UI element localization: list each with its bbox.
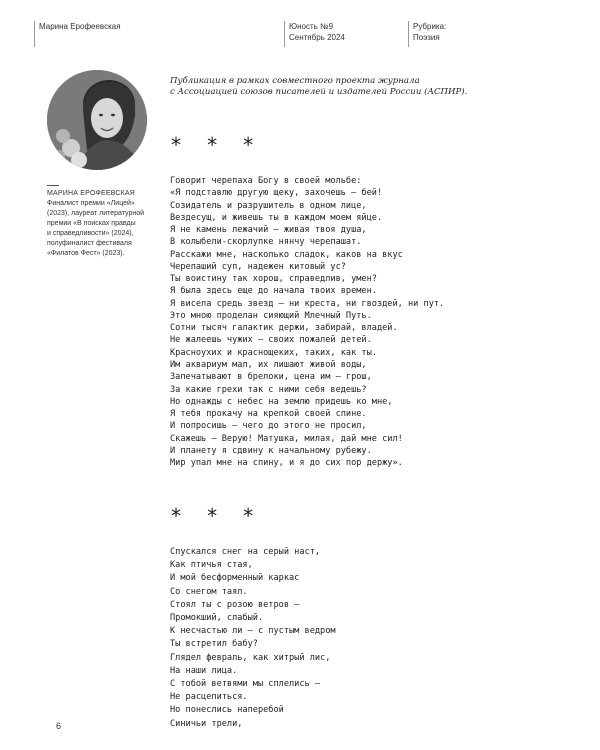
poem-line: Я висела средь звезд – ни креста, ни гвоздей, ни пут.: [170, 298, 445, 309]
poem-line: Со снегом таял.: [170, 586, 248, 597]
poem-line: И планету я сдвину к начальному рубежу.: [170, 445, 372, 456]
poem-line: В колыбели-скорлупке нянчу черепашат.: [170, 237, 362, 248]
header-issue-date: Сентябрь 2024: [289, 33, 345, 42]
bio-line: полуфиналист фестиваля: [47, 240, 132, 247]
header-author-name: Марина Ерофеевская: [39, 22, 121, 31]
poem-line: И мой бесформенный каркас: [170, 573, 300, 584]
bio-line: и справедливости» (2024),: [47, 230, 134, 237]
poem-turtle: [170, 175, 444, 469]
poem-line: Но однажды с небес на землю придешь ко мне,: [170, 396, 393, 407]
poem-line: Мир упал мне на спину, и я до сих пор держу».: [170, 458, 403, 469]
poem-snow: [170, 546, 336, 731]
section-separator: * * *: [170, 133, 261, 157]
poem-line: Созидатель и разрушитель в одном лице,: [170, 200, 367, 211]
poem-line: Промокший, слабый.: [170, 613, 264, 624]
bio-line: (2023), лауреат литературной: [47, 210, 145, 217]
header-issue-number: Юность №9: [289, 22, 334, 31]
poem-line: Как птичья стая,: [170, 560, 253, 571]
poem-line: Вездесущ, и живешь ты в каждом моем яйце.: [170, 212, 383, 223]
header-issue: [284, 21, 345, 43]
poem-line: Ты встретил бабу?: [170, 639, 258, 650]
bio-line: Финалист премии «Лицей»: [47, 200, 135, 207]
header-divider: [408, 21, 409, 47]
poem-line: «Я подставлю другую щеку, захочешь – бей!: [170, 188, 383, 199]
poem-line: Спускался снег на серый наст,: [170, 547, 321, 557]
bio-rule: [47, 185, 59, 186]
header-divider: [284, 21, 285, 47]
publication-note-line: с Ассоциацией союзов писателей и издателей России (АСПИР).: [170, 87, 468, 97]
poem-line: Глядел февраль, как хитрый лис,: [170, 652, 331, 663]
poem-line: Синичьи трели,: [170, 718, 243, 729]
poem-line: Я тебя прокачу на крепкой своей спине.: [170, 409, 367, 420]
header-divider: [34, 21, 35, 47]
poem-line: Не расцепиться.: [170, 692, 248, 703]
poem-line: За какие грехи так с ними себя ведешь?: [170, 384, 367, 395]
author-portrait: [47, 70, 147, 170]
author-bio: [47, 185, 165, 259]
publication-note: [170, 76, 500, 98]
poem-line: Ты воистину так хорош, справедлив, умен?: [170, 274, 377, 285]
poem-line: Я не камень лежачий – живая твоя душа,: [170, 225, 367, 236]
header-author: [34, 21, 121, 32]
poem-line: Не жалеешь чужих – своих пожалей детей.: [170, 335, 372, 346]
poem-line: Скажешь – Верую! Матушка, милая, дай мне сил!: [170, 433, 403, 444]
poem-line: На наши лица.: [170, 665, 238, 676]
page-number: 6: [56, 721, 62, 731]
header-rubric-value: Поэзия: [413, 33, 440, 42]
poem-line: Это мною проделан сияющий Млечный Путь.: [170, 310, 372, 321]
poem-line: Им аквариум мал, их лишают живой воды,: [170, 359, 367, 370]
poem-line: Говорит черепаха Богу в своей мольбе:: [170, 176, 362, 186]
portrait-photo-icon: [47, 70, 147, 170]
poem-line: И попросишь – чего до этого не просил,: [170, 421, 367, 432]
poem-line: Запечатывают в брелоки, цена им – грош,: [170, 372, 372, 383]
poem-line: К несчастью ли – с пустым ведром: [170, 626, 336, 637]
bio-line: «Филатов Фест» (2023).: [47, 250, 125, 257]
poem-line: Черепаший суп, надежен китовый ус?: [170, 261, 346, 272]
poem-line: Расскажи мне, насколько сладок, каков на вкус: [170, 249, 403, 260]
poem-line: Я была здесь еще до начала твоих времен.: [170, 286, 377, 297]
author-name: МАРИНА ЕРОФЕЕВСКАЯ: [47, 190, 136, 197]
poem-line: Стоял ты с розою ветров –: [170, 599, 300, 610]
poem-line: Но понеслись наперебой: [170, 705, 284, 716]
section-separator: * * *: [170, 504, 261, 528]
poem-line: Сотни тысяч галактик держи, забирай, владей.: [170, 323, 398, 334]
poem-line: С тобой ветвями мы сплелись –: [170, 679, 321, 690]
header-rubric-label: Рубрика:: [413, 22, 447, 31]
publication-note-line: Публикация в рамках совместного проекта журнала: [170, 76, 420, 86]
bio-line: премии «В поисках правды: [47, 220, 136, 227]
poem-line: Красноухих и краснощеких, таких, как ты.: [170, 347, 377, 358]
header-rubric: [408, 21, 446, 43]
